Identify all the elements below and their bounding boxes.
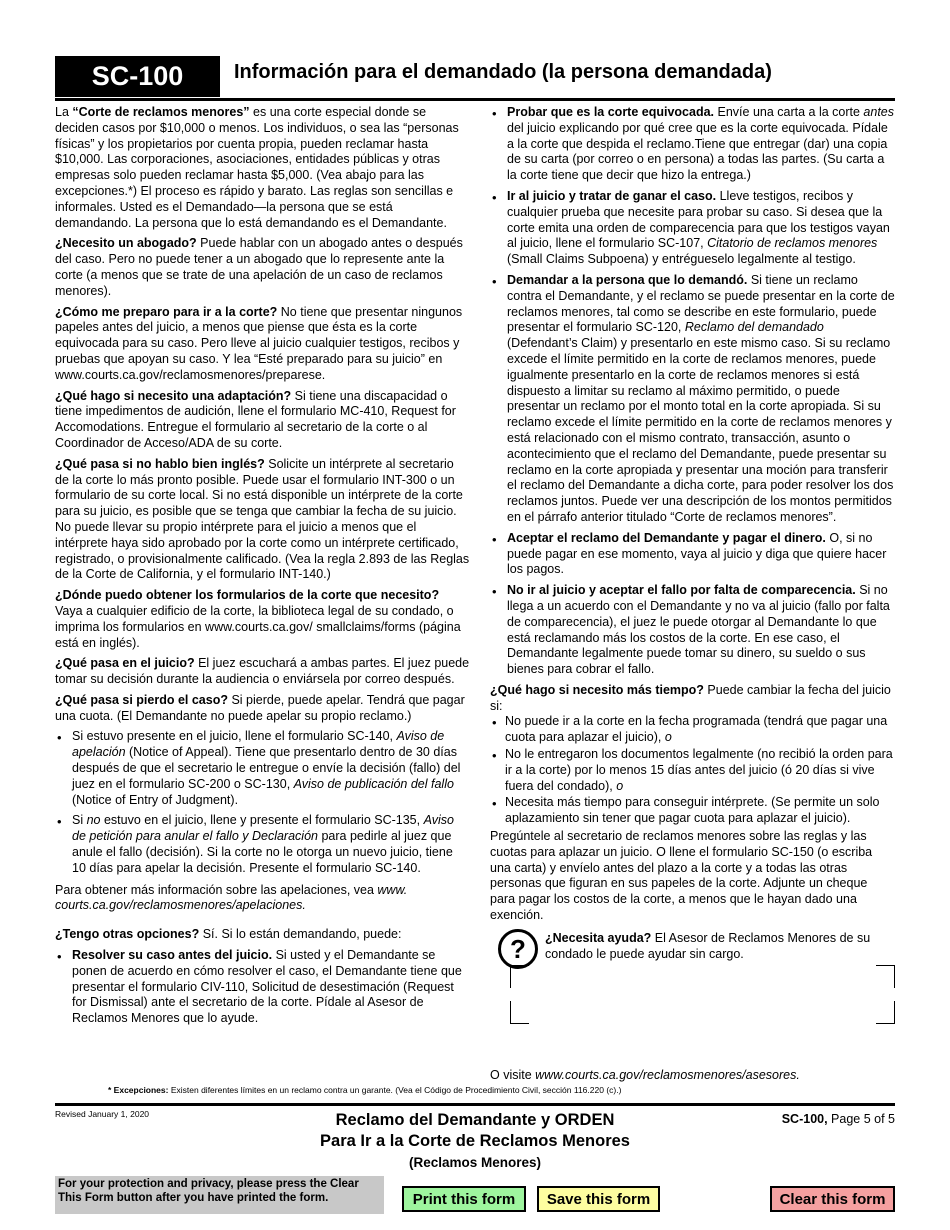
right-column	[490, 105, 895, 1037]
list-item: • Resolver su caso antes del juicio. Si usted y el Demandante se ponen de acuerdo en cómo resolver el caso, el Demandante tiene que presentar el formulario CIV-110, Solicitud de desestimación (Request for Dismissal) ante el secretario de la corte. Pídale al Asesor de Reclamos Menores que lo ayude.	[55, 948, 470, 1027]
top-rule	[55, 98, 895, 101]
list-item: • Demandar a la persona que lo demandó. Si tiene un reclamo contra el Demandante, y el reclamo se puede presentar en la corte de reclamos menores, tal como se describe en este formulario, puede presentar el formulario SC-120, Reclamo del demandado (Defendant’s Claim) y presentarlo en este mismo caso. Si su reclamo excede el límite permitido en la corte de reclamos menores, puede igualmente presentarlo en la corte de reclamos menores si está dispuesto a limitar su reclamo al máximo permitido, o puede presentar un reclamo por el monto total en la corte apropiada. Si su reclamo excede el límite permitido en la corte de reclamos menores y está relacionado con el mismo contrato, transacción, asunto o acontecimiento que el reclamo del Demandante, puede presentar su reclamo en la corte apropiada y presentar una moción para transferir el reclamo del Demandante a dicha corte, para poder resolver los dos reclamos juntos. Puede ver una descripción de los montos permitidos en el párrafo anterior titulado “Corte de reclamos menores”.	[490, 273, 895, 526]
footer-title: Reclamo del Demandante y ORDEN Para Ir a la Corte de Reclamos Menores (Reclamos Menores)	[320, 1111, 630, 1170]
save-form-button[interactable]: Save this form	[537, 1186, 660, 1212]
form-number: SC-100	[55, 56, 220, 97]
revised-date: Revised January 1, 2020	[55, 1109, 150, 1119]
page-number: SC-100, Page 5 of 5	[781, 1112, 895, 1126]
footnote: * Excepciones: Existen diferentes límites en un reclamo contra un garante. (Vea el Código de Procedimiento Civil, sección 116.220 (c).)	[108, 1085, 622, 1095]
paragraph-trial: ¿Qué pasa en el juicio? El juez escuchará a ambas partes. El juez puede tomar su decisión durante la audiencia o enviársela por correo después.	[55, 656, 470, 687]
list-item: • Aceptar el reclamo del Demandante y pagar el dinero. O, si no puede pagar en ese momento, vaya al juicio y diga que quiere hacer los pagos.	[490, 531, 895, 578]
paragraph-appeals-info: Para obtener más información sobre las apelaciones, vea www. courts.ca.gov/reclamosmenores/apelaciones.	[55, 882, 408, 913]
list-item: • Probar que es la corte equivocada. Envíe una carta a la corte antes del juicio explicando por qué cree que es la corte equivocada. Pídale a la corte que despida el reclamo.Tiene que entregar (dar) una copia de su carta (por correo o en persona) a todas las partes. (Su carta a la corte tiene que decir que hizo la entrega.)	[490, 105, 895, 184]
paragraph-lose: ¿Qué pasa si pierdo el caso? Si pierde, puede apelar. Tendrá que pagar una cuota. (El Demandante no puede apelar su propio reclamo.)	[55, 692, 465, 723]
print-form-button[interactable]: Print this form	[402, 1186, 526, 1212]
paragraph-prepare: ¿Cómo me preparo para ir a la corte? No tiene que presentar ningunos papeles antes del juicio, a menos que piense que ésta es la corte equivocada para su caso. Pero lleve al juicio cualquier testigos, recibos y pruebas que apoyan su caso. Y lea “Esté preparado para su juicio” en www.courts.ca.gov/reclamosmenores/preparese.	[55, 304, 463, 382]
paragraph-forms: ¿Dónde puedo obtener los formularios de la corte que necesito? Vaya a cualquier edificio de la corte, la biblioteca legal de su condado, o imprima los formularios en www.courts.ca.gov/ smallclaims/forms (página está en inglés).	[55, 588, 461, 650]
advisor-visit: O visite www.courts.ca.gov/reclamosmenores/asesores.	[490, 1068, 800, 1082]
corner-bracket	[510, 1001, 529, 1024]
list-item: • Ir al juicio y tratar de ganar el caso. Lleve testigos, recibos y cualquier prueba que necesite para probar su caso. Si desea que la corte emita una orden de comparecencia para que los testigos vayan al juicio, llene el formulario SC-107, Citatorio de reclamos menores (Small Claims Subpoena) y entrégueselo legalmente al testigo.	[490, 189, 895, 268]
bottom-rule	[55, 1103, 895, 1106]
corner-bracket	[876, 965, 895, 988]
question-mark-icon: ?	[498, 929, 538, 969]
left-column	[55, 105, 470, 1032]
list-item: • Necesita más tiempo para conseguir intérprete. (Se permite un solo aplazamiento sin tener que pagar cuota para aplazar el juicio).	[490, 795, 895, 827]
help-box	[490, 929, 895, 1037]
options-list-right	[490, 105, 895, 678]
postpone-list	[490, 714, 895, 827]
paragraph-options: ¿Tengo otras opciones? Sí. Si lo están demandando, puede:	[55, 927, 402, 942]
paragraph-interpreter: ¿Qué pasa si no hablo bien inglés? Solicite un intérprete al secretario de la corte lo más pronto posible. Puede usar el formulario INT-300 o un formulario de su corte local. Si no está disponible un intérprete de la corte para su juicio, es posible que se tenga que cambiar la fecha de su juicio. No puede llevar su propio intérprete para el juicio a menos que el intérprete haya sido aprobado por la corte como un intérprete certificado, registrado, o provisionalmente calificado. (Vea la regla 2.893 de las Reglas de la Corte de California, y el formulario INT-140.)	[55, 456, 470, 582]
page-title: Información para el demandado (la persona demandada)	[234, 61, 772, 83]
clear-form-button[interactable]: Clear this form	[770, 1186, 895, 1212]
list-item: • Si no estuvo en el juicio, llene y presente el formulario SC-135, Aviso de petición para anular el fallo y Declaración para pedirle al juez que anule el fallo (decisión). Si la corte no le otorga un nuevo juicio, tiene 10 días para apelar la decisión. Presente el formulario SC-140.	[55, 813, 470, 876]
list-item: • No le entregaron los documentos legalmente (no recibió la orden para ir a la corte) por lo menos 15 días antes del juicio (ó 20 días si vive fuera del condado), o	[490, 747, 895, 794]
privacy-note: For your protection and privacy, please press the Clear This Form button after you have printed the form.	[55, 1176, 384, 1214]
paragraph-accommodation: ¿Qué hago si necesito una adaptación? Si tiene una discapacidad o tiene impedimentos de audición, llene el formulario MC-410, Request for Accomodations. Entregue el formulario al secretario de la corte o al Coordinador de Acceso/ADA de su corte.	[55, 388, 456, 450]
corner-bracket	[510, 965, 529, 988]
list-item: • No ir al juicio y aceptar el fallo por falta de comparecencia. Si no llega a un acuerdo con el Demandante y no va al juicio (fallo por falta de comparecencia), el juez le puede otorgar al Demandante lo que está reclamando más los costos de la corte. En ese caso, el Demandante legalmente puede tomar su dinero, su sueldo o sus bienes para cobrar el fallo.	[490, 583, 895, 678]
paragraph-lawyer: ¿Necesito un abogado? Puede hablar con un abogado antes o después del caso. Pero no puede tener a un abogado que lo represente ante la corte (a menos que se trate de una apelación de un caso de reclamos menores).	[55, 236, 463, 298]
advisor-link[interactable]: www.courts.ca.gov/reclamosmenores/asesores.	[535, 1068, 800, 1082]
paragraph-ask-clerk: Pregúntele al secretario de reclamos menores sobre las reglas y las cuotas para aplazar un juicio. O llene el formulario SC-150 (o escriba una carta) y envíelo antes del plazo a la corte y a todas las otras personas que figuran en sus papeles de la corte. Adjunte un cheque para pagar los costos de la corte, a menos que le hayan dado una exención.	[490, 829, 873, 923]
paragraph-more-time: ¿Qué hago si necesito más tiempo? Puede cambiar la fecha del juicio si:	[490, 682, 891, 713]
list-item: • Si estuvo presente en el juicio, llene el formulario SC-140, Aviso de apelación (Notice of Appeal). Tiene que presentarlo dentro de 30 días después de que el secretario le entregue o envíe la decisión (fallo) del juez en el formulario SC-200 o SC-130, Aviso de publicación del fallo (Notice of Entry of Judgment).	[55, 729, 470, 808]
options-list-left	[55, 948, 470, 1027]
appeals-link[interactable]: www. courts.ca.gov/reclamosmenores/apelaciones.	[55, 882, 408, 913]
list-item: • No puede ir a la corte en la fecha programada (tendrá que pagar una cuota para aplazar el juicio), o	[490, 714, 895, 746]
help-text: ¿Necesita ayuda? El Asesor de Reclamos Menores de su condado le puede ayudar sin cargo.	[545, 930, 871, 961]
corner-bracket	[876, 1001, 895, 1024]
paragraph-small-claims: La “Corte de reclamos menores” es una corte especial donde se deciden casos por $10,000 o menos. Los individuos, o sea las “personas físicas” y los propietarios por cuenta propia, pueden reclamar hasta $10,000. Las corporaciones, asociaciones, entidades públicas y otras empresas solo pueden reclamar hasta $5,000. (Vea abajo para las excepciones.*) El proceso es rápido y barato. Las reglas son sencillas e informales. Usted es el Demandado—la persona que se está demandando. La persona que lo está demandando es el Demandante.	[55, 105, 459, 230]
appeal-list	[55, 729, 470, 876]
